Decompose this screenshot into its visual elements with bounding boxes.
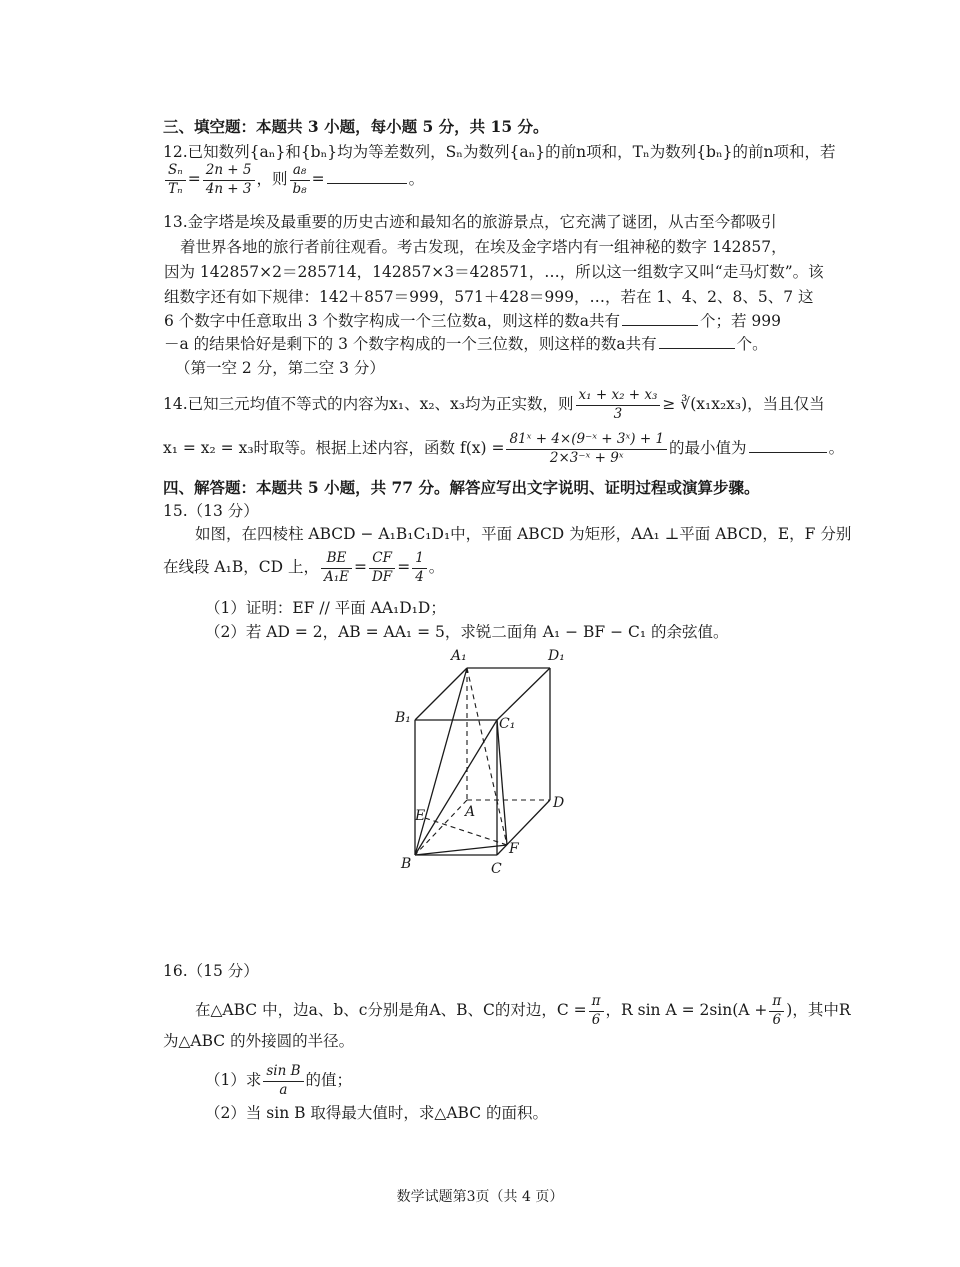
q13-line6: －a 的结果恰好是剩下的 3 个数字构成的一个三位数，则这样的数a共有 个。 xyxy=(164,335,768,353)
label-a: A xyxy=(465,804,476,820)
q15-part1: （1）证明：EF // 平面 AA₁D₁D； xyxy=(205,599,446,617)
q15-frac-quarter: $\frac{1}{4}$ xyxy=(412,551,427,585)
q16-part1: （1）求 $\frac{\text{sin B}}{a}$ 的值； xyxy=(205,1063,353,1098)
section4-heading: 四、解答题：本题共 5 小题，共 77 分。解答应写出文字说明、证明过程或演算步骤。 xyxy=(163,478,760,497)
label-e: E xyxy=(415,808,426,824)
q12-line2: $\frac{\text{Sₙ}}{\text{Tₙ}}$ = $\frac{2n + 5}{4n + 3}$ ，则 $\frac{\text{a₈}}{\text{b₈}}$ = 。 xyxy=(163,163,424,197)
q13-blank-1[interactable] xyxy=(622,324,698,326)
label-f: F xyxy=(509,841,519,857)
q13-line2: 着世界各地的旅行者前往观看。考古发现，在埃及金字塔内有一组神秘的数字 142857， xyxy=(180,238,787,256)
q16-line2: 为△ABC 的外接圆的半径。 xyxy=(163,1032,355,1050)
edge-c1-d1 xyxy=(497,668,550,720)
segment-c1-b xyxy=(415,720,497,855)
q12-frac-a8-b8: $\frac{\text{a₈}}{\text{b₈}}$ xyxy=(290,163,310,197)
q13-line7: （第一空 2 分，第二空 3 分） xyxy=(175,359,385,377)
q13-line4: 组数字还有如下规律：142＋857＝999，571＋428＝999，…，若在 1、4、2、8、5、7 这 xyxy=(164,288,814,306)
segment-b-f xyxy=(415,845,507,855)
q14-answer-blank[interactable] xyxy=(749,451,827,453)
segment-c1-f xyxy=(497,720,507,845)
q14-line2: x₁ = x₂ = x₃时取等。根据上述内容，函数 f(x) = $\frac{\text{81ˣ + 4×(9⁻ˣ + 3ˣ) + 1}}{\text{2×3⁻ˣ + 9ˣ}}$ 的最小值为 。 xyxy=(163,431,845,466)
q14-frac-mean: $\frac{\text{x₁ + x₂ + x₃}}{3}$ xyxy=(576,388,661,422)
label-b: B xyxy=(401,856,412,872)
section3-heading: 三、填空题：本题共 3 小题，每小题 5 分，共 15 分。 xyxy=(163,117,549,136)
q16-line1: 在△ABC 中，边a、b、c分别是角A、B、C的对边，C = $\frac{\pi}{6}$ ，R sin A = 2sin(A + $\frac{\pi}{6}$ )，其中R xyxy=(195,993,851,1028)
q15-frac-be: $\frac{BE}{\text{A₁E}}$ xyxy=(321,551,352,585)
q13-line3: 因为 142857×2＝285714，142857×3＝428571，…，所以这一组数字又叫“走马灯数”。该 xyxy=(164,263,824,281)
prism-figure xyxy=(385,640,585,880)
label-c1: C₁ xyxy=(499,716,516,732)
label-b1: B₁ xyxy=(395,710,411,726)
q16-part2: （2）当 sin B 取得最大值时，求△ABC 的面积。 xyxy=(205,1104,549,1122)
q15-frac-cf: $\frac{CF}{DF}$ xyxy=(369,551,395,585)
q15-line2: 在线段 A₁B，CD 上， $\frac{BE}{\text{A₁E}}$ = $\frac{CF}{DF}$ = $\frac{1}{4}$ 。 xyxy=(163,550,445,585)
q15-line1: 如图，在四棱柱 ABCD − A₁B₁C₁D₁中，平面 ABCD 为矩形，AA₁ ⊥平面 ABCD，E，F 分别 xyxy=(195,525,852,543)
q15-header: 15.（13 分） xyxy=(163,502,259,520)
q16-frac-pi6-b: $\frac{\pi}{6}$ xyxy=(769,994,784,1028)
label-d1: D₁ xyxy=(548,648,565,664)
q16-frac-pi6-a: $\frac{\pi}{6}$ xyxy=(589,994,604,1028)
q16-header: 16.（15 分） xyxy=(163,962,259,980)
q15-part2: （2）若 AD = 2，AB = AA₁ = 5，求锐二面角 A₁ − BF − C₁ 的余弦值。 xyxy=(205,623,729,641)
q12-frac-ratio: $\frac{2n + 5}{4n + 3}$ xyxy=(203,163,255,197)
label-c: C xyxy=(491,861,502,877)
q12-line1: 12.已知数列{aₙ}和{bₙ}均为等差数列，Sₙ为数列{aₙ}的前n项和，Tₙ为数列{bₙ}的前n项和，若 xyxy=(163,143,836,161)
q12-answer-blank[interactable] xyxy=(327,182,407,184)
q12-frac-s-t: $\frac{\text{Sₙ}}{\text{Tₙ}}$ xyxy=(165,163,186,197)
q14-frac-function: $\frac{\text{81ˣ + 4×(9⁻ˣ + 3ˣ) + 1}}{\text{2×3⁻ˣ + 9ˣ}}$ xyxy=(506,432,667,466)
segment-e-f-hidden xyxy=(425,818,507,845)
q16-frac-sinb-a: $\frac{\text{sin B}}{a}$ xyxy=(263,1064,303,1098)
q14-line1: 14.已知三元均值不等式的内容为x₁、x₂、x₃均为正实数，则 $\frac{\text{x₁ + x₂ + x₃}}{3}$ ≥ ∛(x₁x₂x₃)，当且仅当 xyxy=(163,387,825,422)
q13-line1: 13.金字塔是埃及最重要的历史古迹和最知名的旅游景点，它充满了谜团，从古至今都吸引 xyxy=(163,213,777,231)
label-d: D xyxy=(553,795,565,811)
q13-line5: 6 个数字中任意取出 3 个数字构成一个三位数a，则这样的数a共有 个；若 999 xyxy=(164,312,782,330)
label-a1: A₁ xyxy=(451,648,467,664)
page-footer: 数学试题第3页（共 4 页） xyxy=(396,1189,564,1205)
q13-blank-2[interactable] xyxy=(659,347,735,349)
